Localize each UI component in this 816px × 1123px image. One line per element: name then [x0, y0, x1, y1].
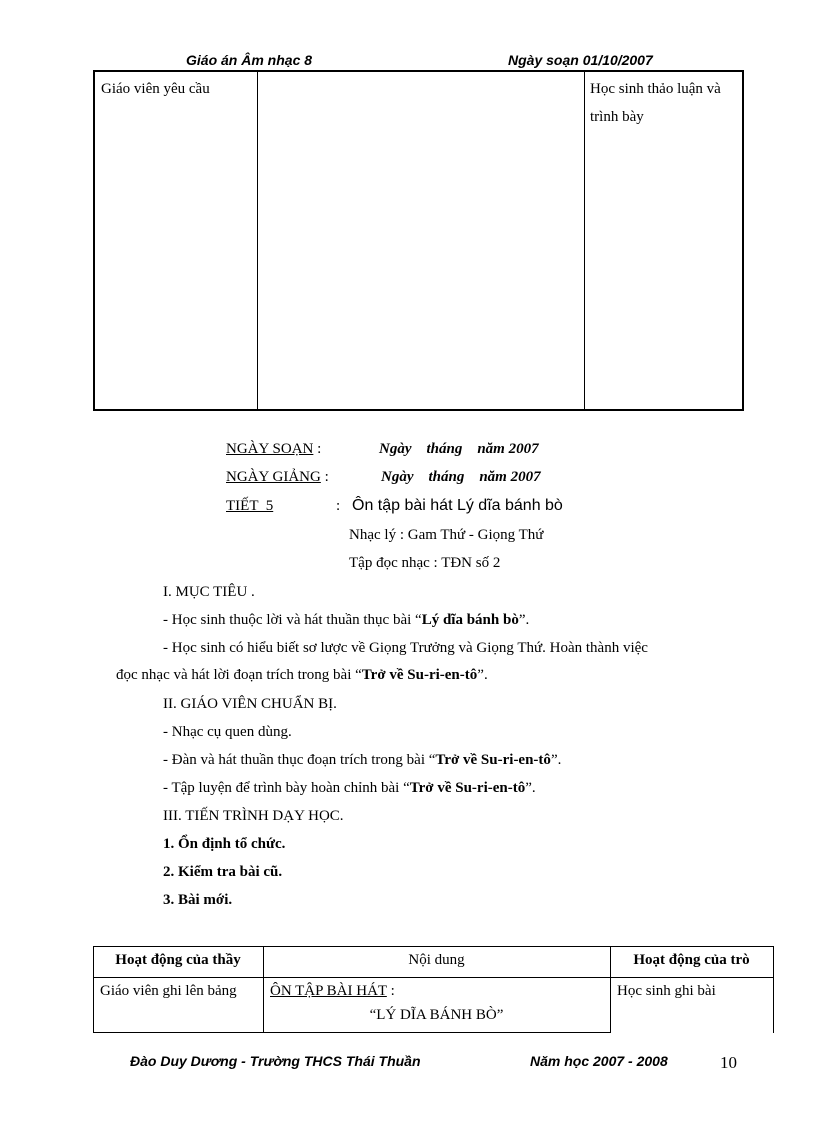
ngay-giang-label: NGÀY GIẢNG	[226, 469, 321, 485]
row1-teacher: Giáo viên ghi lên bảng	[100, 983, 237, 999]
section2-item2-end: ”.	[550, 752, 562, 768]
section2-item1: - Nhạc cụ quen dùng.	[163, 724, 292, 740]
table-divider	[257, 72, 258, 409]
section1-item2-line1: - Học sinh có hiểu biết sơ lược về Giọng Trưởng và Giọng Thứ. Hoàn thành việc	[163, 640, 648, 656]
header-title: Giáo án Âm nhạc 8	[186, 52, 313, 68]
section1-item2-text: đọc nhạc và hát lời đoạn trích trong bài “	[116, 667, 362, 683]
ngay-soan-value: Ngày tháng năm 2007	[379, 441, 539, 457]
activity-table	[93, 946, 774, 1033]
header-date: Ngày soạn 01/10/2007	[508, 52, 653, 68]
section2-item3-end: ”.	[525, 780, 536, 796]
nhac-ly: Nhạc lý : Gam Thứ - Giọng Thứ	[349, 527, 544, 543]
tap-doc-nhac: Tập đọc nhạc : TĐN số 2	[349, 555, 501, 571]
table-line	[93, 1032, 610, 1033]
section3-title: III. TIẾN TRÌNH DẠY HỌC.	[163, 808, 344, 824]
ngay-giang-row	[226, 469, 329, 486]
table-line	[93, 977, 774, 978]
section3-step2: 2. Kiểm tra bài cũ.	[163, 864, 283, 880]
section2-item2-text: - Đàn và hát thuần thục đoạn trích trong bài “	[163, 752, 436, 768]
top-table-col3-line1: Học sinh thảo luận và	[590, 81, 721, 97]
page-number: 10	[720, 1053, 737, 1072]
ngay-soan-label: NGÀY SOẠN	[226, 441, 314, 457]
top-table-col3-line2: trình bày	[590, 109, 644, 125]
header-teacher: Hoạt động của thầy	[115, 952, 241, 968]
row1-content-title	[270, 983, 395, 1000]
section2-item3-bold: Trở về Su-ri-en-tô	[409, 780, 526, 796]
section2-item2-bold: Trở về Su-ri-en-tô	[435, 752, 551, 768]
review-song-title: ÔN TẬP BÀI HÁT	[270, 983, 387, 999]
section1-item1-text: - Học sinh thuộc lời và hát thuần thục bài “	[163, 612, 422, 628]
top-table-col1: Giáo viên yêu cầu	[101, 81, 210, 97]
section3-step3: 3. Bài mới.	[163, 892, 233, 908]
header-content: Nội dung	[408, 952, 465, 968]
header-student: Hoạt động của trò	[633, 952, 750, 968]
section1-item1-bold: Lý dĩa bánh bò	[421, 612, 519, 628]
section1-item2-bold: Trở về Su-ri-en-tô	[361, 667, 478, 683]
section2-title: II. GIÁO VIÊN CHUẨN BỊ.	[163, 696, 337, 712]
top-table	[93, 70, 744, 411]
section1-item2-line2	[116, 667, 488, 684]
section1-title: I. MỤC TIÊU .	[163, 584, 255, 600]
footer-author: Đào Duy Dương - Trường THCS Thái Thuần	[130, 1053, 421, 1069]
section2-item2	[163, 752, 561, 769]
tiet-colon: :	[336, 498, 341, 514]
top-table-col3	[590, 75, 721, 131]
section2-item3-text: - Tập luyện để trình bày hoàn chỉnh bài “	[163, 780, 410, 796]
row1-student: Học sinh ghi bài	[617, 983, 716, 999]
review-song-colon: :	[390, 983, 395, 999]
ngay-giang-colon: :	[324, 469, 329, 485]
table-line	[93, 946, 774, 947]
tiet-label: TIẾT 5	[226, 498, 274, 514]
section2-item3	[163, 780, 536, 797]
section1-item1-end: ”.	[518, 612, 530, 628]
ngay-giang-value: Ngày tháng năm 2007	[381, 469, 541, 485]
tiet-title: Ôn tập bài hát Lý dĩa bánh bò	[352, 497, 563, 514]
ngay-soan-row	[226, 441, 321, 458]
section1-item2-end: ”.	[477, 667, 488, 683]
footer-year: Năm học 2007 - 2008	[530, 1053, 668, 1069]
row1-song-name: “LÝ DĨA BÁNH BÒ”	[369, 1007, 504, 1023]
section1-item1	[163, 612, 529, 629]
table-line	[773, 946, 774, 1033]
section3-step1: 1. Ổn định tổ chức.	[163, 836, 286, 852]
ngay-soan-colon: :	[317, 441, 322, 457]
table-divider	[584, 72, 585, 409]
